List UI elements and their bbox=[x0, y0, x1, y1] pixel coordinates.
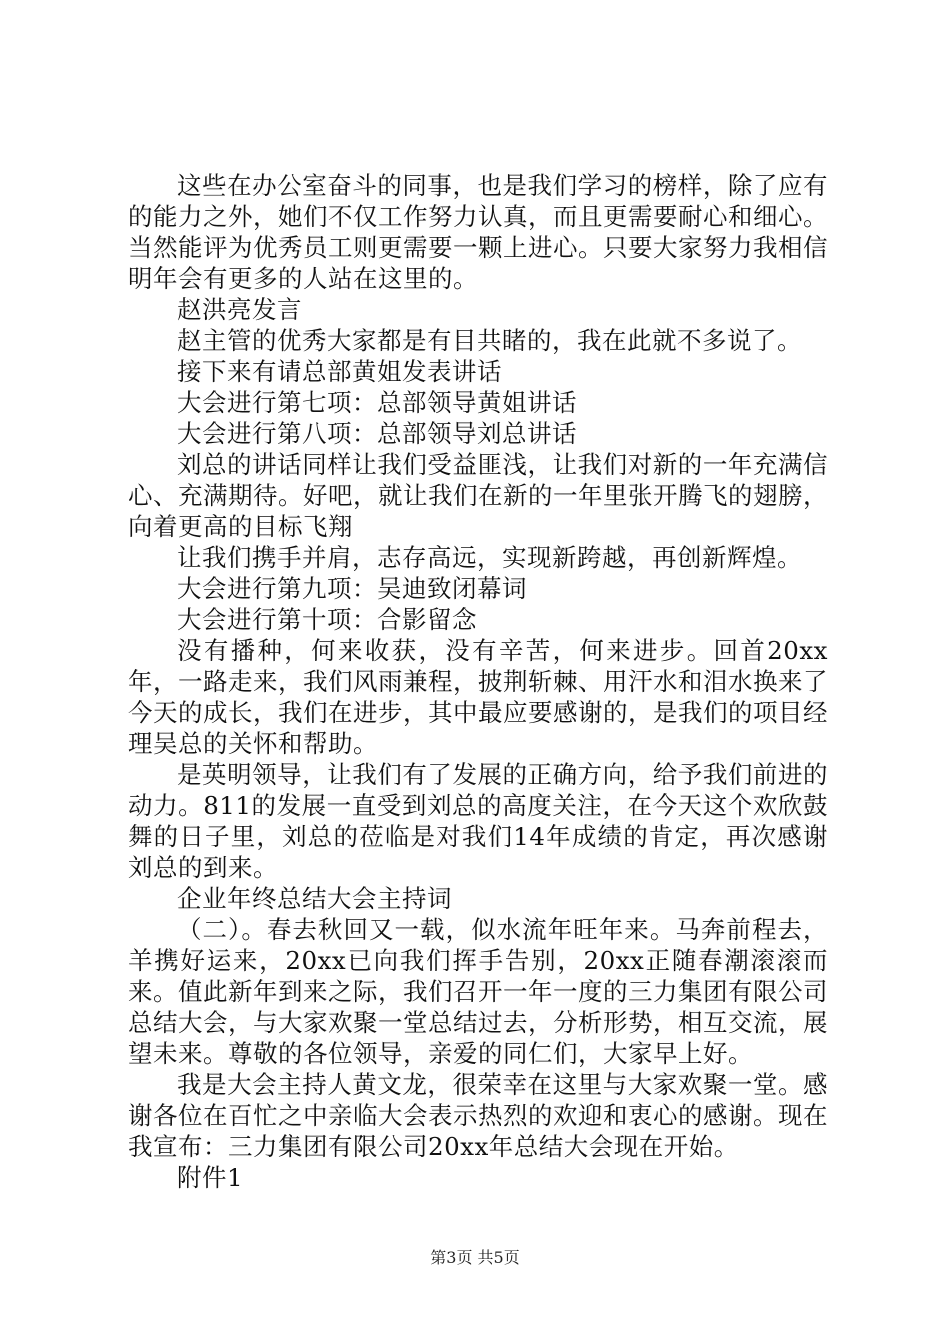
paragraph-agenda-item-7: 大会进行第七项：总部领导黄姐讲话 bbox=[177, 388, 577, 417]
paragraph-invite-huang: 接下来有请总部黄姐发表讲话 bbox=[177, 357, 502, 386]
document-body bbox=[128, 170, 828, 1193]
paragraph-zhao-excellence: 赵主管的优秀大家都是有目共睹的，我在此就不多说了。 bbox=[177, 326, 802, 355]
paragraph-agenda-item-8: 大会进行第八项：总部领导刘总讲话 bbox=[177, 419, 577, 448]
paragraph-agenda-item-10: 大会进行第十项：合影留念 bbox=[177, 605, 477, 634]
paragraph-office-colleagues: 这些在办公室奋斗的同事，也是我们学习的榜样，除了应有的能力之外，她们不仅工作努力认真，而且更需要耐心和细心。当然能评为优秀员工则更需要一颗上进心。只要大家努力我相信明年会有更多的人站在这里的。 bbox=[128, 171, 828, 293]
paragraph-section-title: 企业年终总结大会主持词 bbox=[177, 884, 452, 913]
paragraph-speaker-zhao: 赵洪亮发言 bbox=[177, 295, 302, 324]
paragraph-hand-in-hand: 让我们携手并肩，志存高远，实现新跨越，再创新辉煌。 bbox=[177, 543, 802, 572]
paragraph-agenda-item-9: 大会进行第九项：吴迪致闭幕词 bbox=[177, 574, 527, 603]
paragraph-part-two-opening: （二）。春去秋回又一载，似水流年旺年来。马奔前程去，羊携好运来，20xx已向我们挥手告别，20xx正随春潮滚滚而来。值此新年到来之际，我们召开一年一度的三力集团有限公司总结大会，与大家欢聚一堂总结过去，分析形势，相互交流，展望未来。尊敬的各位领导，亲爱的同仁们，大家早上好。 bbox=[128, 915, 828, 1068]
paragraph-host-announcement: 我是大会主持人黄文龙，很荣幸在这里与大家欢聚一堂。感谢各位在百忙之中亲临大会表示热烈的欢迎和衷心的感谢。现在我宣布：三力集团有限公司20xx年总结大会现在开始。 bbox=[128, 1070, 828, 1161]
page-number-footer: 第3页 共5页 bbox=[430, 1248, 520, 1267]
paragraph-attachment: 附件1 bbox=[177, 1163, 244, 1192]
paragraph-liu-speech: 刘总的讲话同样让我们受益匪浅，让我们对新的一年充满信心、充满期待。好吧，就让我们在新的一年里张开腾飞的翅膀，向着更高的目标飞翔 bbox=[128, 450, 828, 541]
paragraph-wise-leadership: 是英明领导，让我们有了发展的正确方向，给予我们前进的动力。811的发展一直受到刘总的高度关注，在今天这个欢欣鼓舞的日子里，刘总的莅临是对我们14年成绩的肯定，再次感谢刘总的到来。 bbox=[128, 760, 828, 882]
paragraph-no-sowing: 没有播种，何来收获，没有辛苦，何来进步。回首20xx年，一路走来，我们风雨兼程，披荆斩棘、用汗水和泪水换来了今天的成长，我们在进步，其中最应要感谢的，是我们的项目经理吴总的关怀和帮助。 bbox=[128, 636, 828, 758]
